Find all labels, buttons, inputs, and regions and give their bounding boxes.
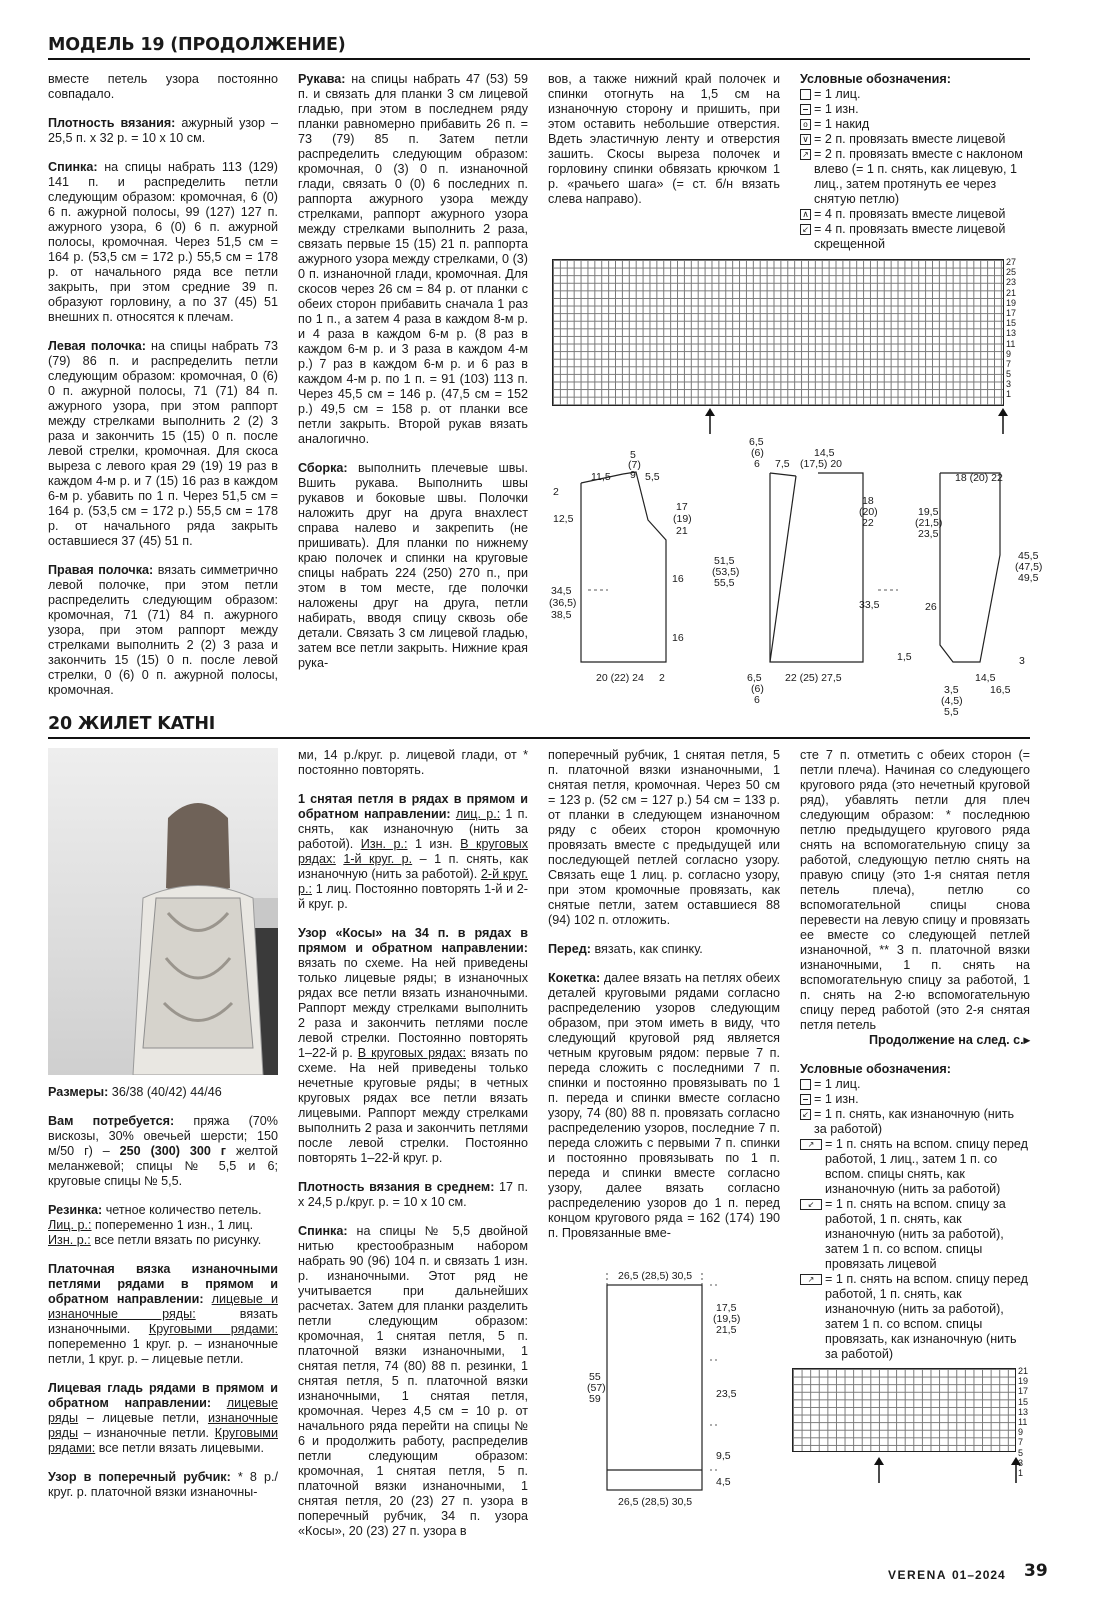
dim-label: (6): [751, 447, 764, 459]
m20-c4-p0: сте 7 п. отметить с обеих сторон (= петли плеча). Начиная со следующего кругового ряда (это нечетный круговой ряд), убавлять петли для плеч следующим образом: * последнюю петлю предыдущего кругового ряда снять на вспомогательную спицу за работой, следующую петлю снять на правую спицу (это 1-я снятая петля петель плеча), петлю со вспомогательной спицы снова перевести на левую спицу и провязать ее вместе со следующей петлей изнаночной, ** 3 п. платочной вязки изнаночными, 1 п. снять на вспомогательную спицу за работой, 1 п. снять на 2-ю вспомогательную спицу перед работой (это 2-я снятая петля петель: [800, 748, 1030, 1032]
dim-label: 2: [553, 486, 559, 498]
m19-lace-chart: [552, 259, 1004, 406]
right-front-paragraph: Правая полочка: вязать симметрично левой полочке, при этом петли распределить следующим образом: кромочная, 71 (71) 84 п. ажурного узора, при этом раппорт между стрелками выполнить 2 (2) 3 раза и закончить 15 (15) 0 п. после левой стрелки, 0 (6) 0 п. ажурной полосы, кромочная.: [48, 563, 278, 697]
left-front-paragraph: Левая полочка: на спицы набрать 73 (79) 86 п. и распределить петли следующим образом: кромочная, 0 (6) 0 п. ажурной полосы, 71 (71) 84 п. ажурного узора, при этом раппорт между стрелками выполнить 2 (2) 3 раза и закончить 15 (15) 0 п. после левой стрелки, кромочная. Для скоса выреза с левого края 29 (19) 19 раз в каждом 4-м р. и 7 (15) 16 раз в каждом 6-м р. убавить по 1 п. Через 51,5 см = 164 р. (53,5 см = 172 р.) 55,5 см = 178 р. от начального ряда закрыть оставшиеся 37 (45) 51 п.: [48, 339, 278, 548]
dim-label: 34,5: [551, 585, 572, 597]
dim-label: 12,5: [553, 513, 574, 525]
dim-label: 7,5: [775, 458, 790, 470]
m20-c3-p0: поперечный рубчик, 1 снятая петля, 5 п. платочной вязки изнаночными, 1 снятая петля, кромочная. Через 50 см = 123 р. (52 см = 127 р.) 54 см = 133 р. от планки в следующем изнаночном ряду с обеих сторон кромочную провязать вместе с предыдущей или последующей петлей согласно узору. Связать еще 1 лиц. р. согласно узору, при этом кромочные провязать, как снятые петли, затем оставшиеся 88 (94) 102 п. отложить.: [548, 748, 780, 927]
dim-label: 3,5: [944, 684, 959, 696]
purl-symbol-icon: [800, 1094, 811, 1105]
dim-label: 16,5: [990, 684, 1011, 696]
page-number: 39: [1024, 1561, 1048, 1581]
dim-label: 5: [630, 449, 636, 461]
stockinette-paragraph: Лицевая гладь рядами в прямом и обратном направлении: лицевые ряды – лицевые петли, изнаночные ряды – изнаночные петли. Круговыми рядами: все петли вязать лицевыми.: [48, 1381, 278, 1455]
dim-label: 2: [659, 672, 665, 684]
dim-label: 21: [676, 525, 688, 537]
dim-label: (53,5): [712, 566, 740, 578]
section-title-model-19: МОДЕЛЬ 19 (ПРОДОЛЖЕНИЕ): [48, 35, 346, 55]
m19-c1-p0: вместе петель узора постоянно совпадало.: [48, 72, 278, 101]
dim-label: 5,5: [944, 706, 959, 718]
m19-column-3: [548, 72, 780, 207]
dim-label: 26,5 (28,5) 30,5: [618, 1270, 693, 1282]
dim-label: 51,5: [714, 555, 735, 567]
arrow-up-icon: [993, 406, 1013, 436]
dim-label: 9,5: [716, 1450, 731, 1462]
avg-density-paragraph: Плотность вязания в среднем: 17 п. x 24,5 р./круг. р. = 10 x 10 см.: [298, 1180, 528, 1209]
dim-label: 38,5: [551, 609, 572, 621]
slip-stitch-symbol-icon: [800, 1109, 811, 1120]
legend-title: Условные обозначения:: [800, 1062, 951, 1076]
dim-label: 55: [589, 1371, 601, 1383]
m20-column-4: сте 7 п. отметить с обеих сторон (= петли плеча). Начиная со следующего кругового ряда (это нечетный круговой ряд), убавлять петли для плеч следующим образом: * последнюю петлю предыдущего кругового ряда снять на вспомогательную спицу за работой, следующую петлю снять на правую спицу (это 1-я снятая петля петель плеча), петлю со вспомогательной спицы снова перевести на левую спицу и провязать ее вместе со следующей петлей изнаночной, ** 3 п. платочной вязки изнаночными, 1 п. снять на вспомогательную спицу за работой, 1 п. снять на 2-ю вспомогательную спицу перед работой (это 2-я снятая петля петель Продолжение на след. с.▸ Условные обозначения: = 1 лиц. = 1 изн. ↙ = 1 п. снять, как изнаночную (нить за работой) ↗ = 1 п. снять на вспом. спицу перед работой, 1 лиц., затем 1 п. со вспом. спицы снять, как изнаночную (нить за работой) ↙ = 1 п. снять на вспом. спицу за работой, 1 п. снять, как изнаночную (нить за работой), затем 1 п. со вспом. спицы провязать лицевой ↗ = 1 п. снять на вспом. спицу перед работой, 1 п. снять, как изнаночную (нить за работой), затем 1 п. со вспом. спицы провязать, как изнаночную (нить за работой): [800, 748, 1030, 1362]
dim-label: 22: [862, 517, 874, 529]
dim-label: 1,5: [897, 651, 912, 663]
magazine-brand: VERENA: [888, 1568, 948, 1582]
dim-label: 17,5: [716, 1302, 737, 1314]
issue-number: 01–2024: [952, 1568, 1006, 1582]
sizes-paragraph: Размеры: 36/38 (40/42) 44/46: [48, 1085, 222, 1099]
m19-legend: Условные обозначения: = 1 лиц. = 1 изн. o = 1 накид ∨ = 2 п. провязать вместе лицевой ↗ = 2 п. провязать вместе с наклоном влево (= 1 п. снять, как лицевую, 1 лиц., затем протянуть ее через снятую петлю) ∧ = 4 п. провязать вместе лицевой ↙ = 4 п. провязать вместе лицевой скрещенной: [800, 72, 1030, 252]
model-figure: [48, 748, 278, 1075]
dim-label: 6: [754, 694, 760, 706]
dim-label: (4,5): [941, 695, 963, 707]
dim-label: 55,5: [714, 577, 735, 589]
k4tog-symbol-icon: [800, 209, 811, 220]
sleeves-paragraph: Рукава: на спицы набрать 47 (53) 59 п. и связать для планки 3 см лицевой гладью, при этом в последнем ряду планки равномерно прибавить 26 п. = 73 (79) 85 п. Затем петли распределить следующим образом: кромочная, 0 (3) 0 п. изнаночной глади, связать 0 (0) 6 последних п. раппорта ажурного узора между стрелками, раппорт ажурного узора между стрелками выполнить 2 раза, связать первые 15 (15) 21 п. раппорта ажурного узора между стрелками, 0 (3) 0 п. изнаночной глади, кромочная. Для скосов через 26 см = 84 р. от планки с обеих сторон прибавить сначала 1 раз по 1 п., а затем 4 раза в каждом 8-м р. и 4 раза в каждом 6-м р. (8 раз в каждом 6-м р. и 3 раза в каждом 4-м р.) 7 раз в каждом 6-м р. и 6 раз в каждом 4-м р. по 1 п. = 91 (103) 113 п. Через 45,5 см = 146 р. (47,5 см = 152 р.) 49,5 см = 158 р. от планки все петли закрыть. Второй рукав вязать аналогично.: [298, 72, 528, 446]
dim-label: 20 (22) 24: [596, 672, 644, 684]
dim-label: 23,5: [918, 528, 939, 540]
m19-column-1: [48, 72, 278, 698]
m20-chart-row-numbers: 21 19 17 15 13 11 9 7 5 3 1: [1018, 1366, 1029, 1478]
dim-label: (19,5): [713, 1313, 741, 1325]
dim-label: (6): [751, 683, 764, 695]
dim-label: 9: [630, 469, 636, 481]
back-paragraph: Спинка: на спицы набрать 113 (129) 141 п. и распределить петли следующим образом: кромочная, 6 (0) 6 п. ажурной полосы, 99 (127) 127 п. ажурного узора, 6 (0) 6 п. ажурной полосы, кромочная. Через 51,5 см = 164 р. (53,5 см = 172 р.) 55,5 см = 178 р. от начального ряда все петли закрыть, при этом средние 39 п. образуют горловину, а по 37 (45) 51 внешних п. относятся к плечам.: [48, 160, 278, 324]
dim-label: 3: [1019, 655, 1025, 667]
continued-note: Продолжение на след. с.▸: [868, 1033, 1030, 1047]
m20-cable-chart: [792, 1368, 1016, 1452]
cable-purl-symbol-icon: [800, 1274, 822, 1285]
dim-label: 18 (20) 22: [955, 472, 1003, 484]
dim-label: (17,5) 20: [800, 458, 843, 470]
header-rule: [48, 58, 1030, 60]
purl-symbol-icon: [800, 104, 811, 115]
dim-label: 6: [754, 458, 760, 470]
m20-c2-p0: ми, 14 р./круг. р. лицевой глади, от * постоянно повторять.: [298, 748, 528, 777]
m20-column-2: [298, 748, 528, 1539]
m20-column-1: [48, 1085, 278, 1500]
materials-paragraph: Вам потребуется: пряжа (70% вискозы, 30% овечьей шерсти; 150 м/50 г) – 250 (300) 300 г желтой меланжевой; спицы № 5,5 и 6; круговые спицы № 5,5.: [48, 1114, 279, 1188]
m19-c3-text: вов, а также нижний край полочек и спинки отогнуть на 1,5 см на изнаночную сторону и пришить, при этом оставить небольшие отверстия. Вдеть эластичную ленту и отверстия зашить. Скосы выреза полочек и горловину спинки обвязать крючком 1 р. «рачьего шага» (= ст. б/н вязать слева направо).: [548, 72, 780, 206]
dim-label: (7): [628, 459, 641, 471]
cable-pattern-paragraph: Узор «Косы» на 34 п. в рядах в прямом и обратном направлении: вязать по схеме. На ней приведены только лицевые ряды; в изнаночных рядах все петли вязать изнаночными. Раппорт между стрелками выполнить 2 раза и закончить петлями после левой стрелки. Постоянно повторять 1–22-й р. В круговых рядах: вязать по схеме. На ней приведены только нечетные круговые ряды; в четных круговых рядах все петли вязать лицевыми. Раппорт между стрелками выполнить 2 раза и закончить петлями после левой стрелки. Постоянно повторять 1–22-й круг. р.: [298, 926, 528, 1165]
rib-paragraph: Резинка: четное количество петель. Лиц. р.: попеременно 1 изн., 1 лиц. Изн. р.: все петли вязать по рисунку.: [48, 1203, 262, 1247]
dim-label: 26: [925, 601, 937, 613]
cable-right-symbol-icon: [800, 1139, 822, 1150]
slip-stitch-paragraph: 1 снятая петля в рядах в прямом и обратном направлении: лиц. р.: 1 п. снять, как изнаночную (нить за работой). Изн. р.: 1 изн. В круговых рядах: 1-й круг. р. – 1 п. снять, как изнаночную (нить за работой). 2-й круг. р.: 1 лиц. Постоянно повторять 1-й и 2-й круг. р.: [298, 792, 529, 911]
knit-symbol-icon: [800, 89, 811, 100]
cable-left-symbol-icon: [800, 1199, 822, 1210]
model-photo: [48, 748, 278, 1075]
m20-column-3: [548, 748, 780, 1241]
garter-paragraph: Платочная вязка изнаночными петлями рядами в прямом и обратном направлении: лицевые и изнаночные ряды: вязать изнаночными. Круговыми рядами: попеременно 1 круг. р. – изнаночные петли, 1 круг. р. – лицевые петли.: [48, 1262, 278, 1366]
dim-label: 16: [672, 573, 684, 585]
back-paragraph: Спинка: на спицы № 5,5 двойной нитью крестообразным набором набрать 90 (96) 104 п. и связать 1 изн. р. изнаночными. Этот ряд не учитывается при дальнейших расчетах. Затем для планки разделить петли следующим образом: кромочная, 1 снятая петля, 5 п. платочной вязки изнаночными, 1 снятая петля, 74 (80) 88 п. резинки, 1 снятая петля, 5 п. платочной вязки изнаночными, 1 снятая петля, кромочная. Через 4,5 см = 10 р. от начального ряда перейти на спицы № 6 и продолжить работу, распределив петли следующим образом: кромочная, 1 снятая петля, 5 п. платочной вязки изнаночными, 1 снятая петля, 20 (23) 27 п. узора в поперечный рубчик, 34 п. узора «Косы», 20 (23) 27 п. узора в: [298, 1224, 528, 1538]
dim-label: (47,5): [1015, 561, 1043, 573]
yarn-over-symbol-icon: [800, 119, 811, 130]
k4tog-tbl-symbol-icon: [800, 224, 811, 235]
dim-label: 4,5: [716, 1476, 731, 1488]
dim-label: 26,5 (28,5) 30,5: [618, 1496, 693, 1508]
dim-label: 21,5: [716, 1324, 737, 1336]
arrow-up-icon: [1006, 1455, 1026, 1485]
m19-column-2: [298, 72, 528, 671]
arrow-up-icon: [700, 406, 720, 436]
k2tog-symbol-icon: [800, 134, 811, 145]
yoke-paragraph: Кокетка: далее вязать на петлях обеих деталей круговыми рядами согласно распределению узоров следующим образом, при этом иметь в виду, что следующий круговой ряд является четным круговым рядом: первые 7 п. переда сложить с последними 7 п. спинки и постоянно провязывать по 1 п. переда и спинки вместе согласно узору, 74 (80) 88 п. провязать согласно распределению узоров, последние 7 п. переда сложить с первыми 7 п. спинки и постоянно провязывать по 1 п. переда и спинки вместе согласно узору, далее вязать согласно распределению узоров до 1 п. перед концом кругового ряда = 162 (174) 190 п. Провязанные вме-: [548, 971, 780, 1240]
assembly-paragraph: Сборка: выполнить плечевые швы. Вшить рукава. Выполнить швы рукавов и боковые швы. Полочки наложить друг на друга внахлест справа налево и закрепить (не пришивать). Для планки по нижнему краю полочек и спинки на круговые спицы набрать 224 (250) 270 п., при этом в том месте, где полочки наложены друг на друга, петли набирать, вводя спицу сквозь обе детали. Связать 3 см лицевой гладью, затем все петли закрыть. Нижние края рука-: [298, 461, 528, 670]
knit-symbol-icon: [800, 1079, 811, 1090]
dim-label: 23,5: [716, 1388, 737, 1400]
dim-label: 11,5: [591, 471, 611, 483]
header-rule: [48, 737, 1030, 739]
dim-label: (19): [673, 513, 692, 525]
dim-label: 16: [672, 632, 684, 644]
dim-label: 14,5: [975, 672, 996, 684]
m19-chart-row-numbers: 27 25 23 21 19 17 15 13 11 9 7 5 3 1: [1006, 257, 1017, 400]
dim-label: (57): [587, 1382, 606, 1394]
front-paragraph: Перед: вязать, как спинку.: [548, 942, 703, 956]
density-paragraph: Плотность вязания: ажурный узор – 25,5 п. x 32 р. = 10 x 10 см.: [48, 116, 278, 145]
dim-label: 59: [589, 1393, 601, 1405]
legend-title: Условные обозначения:: [800, 72, 951, 86]
dim-label: 6,5: [749, 436, 764, 448]
dim-label: 5,5: [645, 471, 660, 483]
ssk-symbol-icon: [800, 149, 811, 160]
dim-label: 19,5: [918, 506, 939, 518]
section-title-model-20: 20 ЖИЛЕТ KATHI: [48, 714, 216, 734]
ridge-pattern-paragraph: Узор в поперечный рубчик: * 8 р./круг. р. платочной вязки изнаночны-: [48, 1470, 278, 1499]
dim-label: 18: [862, 495, 874, 507]
arrow-up-icon: [869, 1455, 889, 1485]
dim-label: (21,5): [915, 517, 943, 529]
dim-label: 33,5: [859, 599, 880, 611]
dim-label: 45,5: [1018, 550, 1039, 562]
dim-label: 6,5: [747, 672, 762, 684]
dim-label: 22 (25) 27,5: [785, 672, 842, 684]
dim-label: (20): [859, 506, 878, 518]
dim-label: 49,5: [1018, 572, 1039, 584]
dim-label: 14,5: [814, 447, 835, 459]
dim-label: 17: [676, 501, 688, 513]
dim-label: (36,5): [549, 597, 577, 609]
